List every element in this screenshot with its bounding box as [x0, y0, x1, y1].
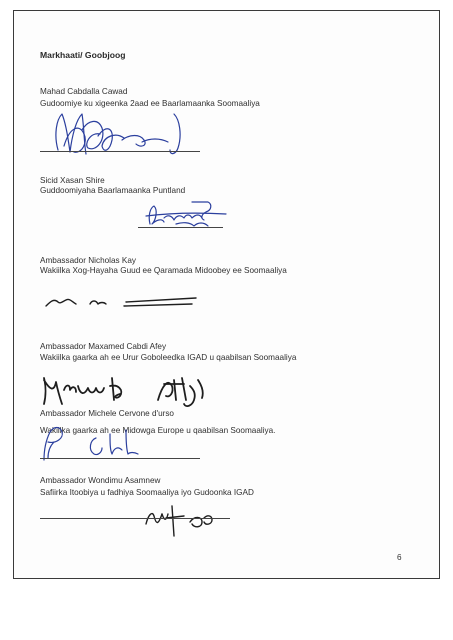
signatory-2-name: Sicid Xasan Shire — [40, 176, 105, 185]
signature-line-6 — [40, 518, 230, 519]
signature-3 — [42, 290, 202, 314]
signature-4 — [40, 372, 215, 412]
signatory-4-name: Ambassador Maxamed Cabdi Afey — [40, 342, 167, 351]
signatory-1-name: Mahad Cabdalla Cawad — [40, 87, 128, 96]
signatory-6-name: Ambassador Wondimu Asamnew — [40, 476, 161, 485]
signatory-2-title: Guddoomiyaha Baarlamaanka Puntland — [40, 186, 186, 195]
signature-line-5 — [40, 458, 200, 459]
signatory-5-name: Ambassador Michele Cervone d'urso — [40, 409, 174, 418]
page-heading: Markhaati/ Goobjoog — [40, 50, 126, 60]
page-number: 6 — [397, 553, 402, 562]
signatory-5-title: Wakiilka gaarka ah ee Midowga Europe u qaabilsan Soomaaliya. — [40, 426, 276, 435]
signatory-3-name: Ambassador Nicholas Kay — [40, 256, 137, 265]
signatory-1-title: Gudoomiye ku xigeenka 2aad ee Baarlamaanka Soomaaliya — [40, 99, 260, 108]
signature-line-2 — [138, 227, 223, 228]
signature-6 — [140, 500, 220, 542]
signatory-4-title: Wakiilka gaarka ah ee Urur Goboleedka IGAD u qaabilsan Soomaaliya — [40, 353, 297, 362]
signatory-6-title: Safiirka Itoobiya u fadhiya Soomaaliya iyo Gudoonka IGAD — [40, 488, 254, 497]
signature-line-1 — [40, 151, 200, 152]
signatory-3-title: Wakiilka Xog-Hayaha Guud ee Qaramada Midoobey ee Soomaaliya — [40, 266, 287, 275]
signature-1 — [44, 106, 204, 166]
